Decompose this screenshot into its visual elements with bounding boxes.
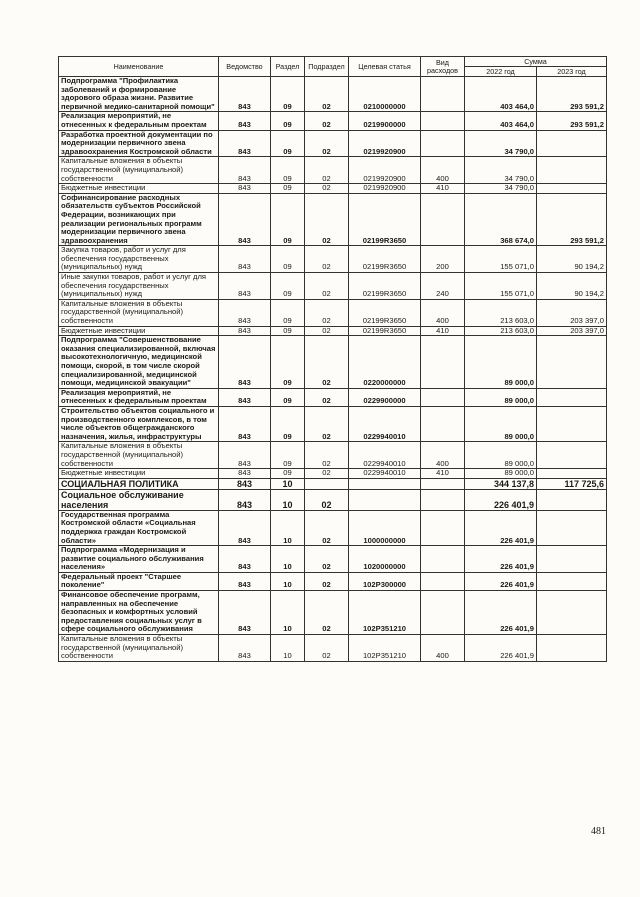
- row-section: 09: [271, 273, 305, 300]
- table-row: [59, 510, 607, 545]
- row-2023: [537, 469, 607, 479]
- budget-table: [58, 56, 607, 662]
- page-number: 481: [591, 826, 606, 837]
- row-2023: 293 591,2: [537, 193, 607, 246]
- table-row: [59, 572, 607, 590]
- row-target: 0229900000: [349, 388, 421, 406]
- row-expense-type: [421, 388, 465, 406]
- row-name: Федеральный проект "Старшее поколение": [59, 572, 219, 590]
- row-2022: 155 071,0: [465, 246, 537, 273]
- row-2022: 155 071,0: [465, 273, 537, 300]
- row-expense-type: 410: [421, 184, 465, 194]
- row-name: Реализация мероприятий, не отнесенных к федеральным проектам: [59, 112, 219, 130]
- row-dept: 843: [219, 157, 271, 184]
- header-dept: Ведомство: [219, 57, 271, 77]
- row-subsection: 02: [305, 130, 349, 157]
- row-target: 0229940010: [349, 442, 421, 469]
- row-target: 0219920900: [349, 157, 421, 184]
- header-2022: 2022 год: [465, 67, 537, 77]
- row-section: 09: [271, 157, 305, 184]
- row-dept: 843: [219, 388, 271, 406]
- table-row: [59, 591, 607, 635]
- row-dept: 843: [219, 184, 271, 194]
- row-subsection: 02: [305, 388, 349, 406]
- row-target: 0219900000: [349, 112, 421, 130]
- row-section: 09: [271, 130, 305, 157]
- table-row: [59, 112, 607, 130]
- row-subsection: 02: [305, 157, 349, 184]
- row-subsection: 02: [305, 635, 349, 662]
- row-subsection: 02: [305, 299, 349, 326]
- row-subsection: 02: [305, 326, 349, 336]
- row-dept: 843: [219, 489, 271, 510]
- row-subsection: 02: [305, 184, 349, 194]
- table-row: [59, 469, 607, 479]
- row-expense-type: [421, 489, 465, 510]
- row-section: 09: [271, 469, 305, 479]
- row-2022: 213 603,0: [465, 299, 537, 326]
- row-2023: 90 194,2: [537, 246, 607, 273]
- row-expense-type: 400: [421, 157, 465, 184]
- header-expense-type: Вид расходов: [421, 57, 465, 77]
- row-2022: 368 674,0: [465, 193, 537, 246]
- row-subsection: 02: [305, 489, 349, 510]
- row-name: Реализация мероприятий, не отнесенных к федеральным проектам: [59, 388, 219, 406]
- row-target: 102P351210: [349, 591, 421, 635]
- row-dept: 843: [219, 193, 271, 246]
- row-section: 10: [271, 546, 305, 573]
- row-name: Бюджетные инвестиции: [59, 184, 219, 194]
- row-expense-type: [421, 193, 465, 246]
- row-dept: 843: [219, 546, 271, 573]
- row-subsection: 02: [305, 510, 349, 545]
- row-target: 02199R3650: [349, 193, 421, 246]
- row-2022: 213 603,0: [465, 326, 537, 336]
- row-target: 02199R3650: [349, 326, 421, 336]
- row-target: 0229940010: [349, 469, 421, 479]
- table-row: [59, 489, 607, 510]
- row-2022: 226 401,9: [465, 489, 537, 510]
- row-name: Иные закупки товаров, работ и услуг для обеспечения государственных (муниципальных) нужд: [59, 273, 219, 300]
- row-name: Бюджетные инвестиции: [59, 469, 219, 479]
- table-row: [59, 246, 607, 273]
- row-expense-type: 400: [421, 299, 465, 326]
- row-name: Подпрограмма «Модернизация и развитие социального обслуживания населения»: [59, 546, 219, 573]
- table-row: [59, 406, 607, 441]
- row-section: 10: [271, 635, 305, 662]
- row-dept: 843: [219, 326, 271, 336]
- row-2022: 89 000,0: [465, 469, 537, 479]
- row-expense-type: 410: [421, 469, 465, 479]
- header-section: Раздел: [271, 57, 305, 77]
- table-row: [59, 157, 607, 184]
- row-subsection: 02: [305, 572, 349, 590]
- row-name: Строительство объектов социального и производственного комплексов, в том числе объектов общегражданского назначения, жилья, инфраструктуры: [59, 406, 219, 441]
- row-section: 10: [271, 489, 305, 510]
- row-target: 1000000000: [349, 510, 421, 545]
- row-subsection: 02: [305, 336, 349, 389]
- row-expense-type: [421, 510, 465, 545]
- row-2022: 34 790,0: [465, 157, 537, 184]
- row-section: 09: [271, 299, 305, 326]
- row-subsection: 02: [305, 77, 349, 112]
- row-name: Подпрограмма "Совершенствование оказания специализированной, включая высокотехнологичную, медицинской помощи, скорой, в том числе скорой специализированной, медицинской помощи, медицинской эвакуации": [59, 336, 219, 389]
- row-dept: 843: [219, 478, 271, 489]
- row-target: 0219920900: [349, 130, 421, 157]
- row-2023: 293 591,2: [537, 77, 607, 112]
- row-name: Закупка товаров, работ и услуг для обеспечения государственных (муниципальных) нужд: [59, 246, 219, 273]
- header-target: Целевая статья: [349, 57, 421, 77]
- table-row: [59, 299, 607, 326]
- row-2022: 226 401,9: [465, 572, 537, 590]
- row-target: 0220000000: [349, 336, 421, 389]
- row-expense-type: [421, 572, 465, 590]
- row-expense-type: [421, 591, 465, 635]
- row-subsection: 02: [305, 406, 349, 441]
- row-expense-type: [421, 77, 465, 112]
- row-expense-type: 400: [421, 635, 465, 662]
- row-name: Бюджетные инвестиции: [59, 326, 219, 336]
- row-expense-type: [421, 406, 465, 441]
- row-2022: 226 401,9: [465, 546, 537, 573]
- row-target: 102P351210: [349, 635, 421, 662]
- row-target: [349, 489, 421, 510]
- table-row: [59, 273, 607, 300]
- row-name: Софинансирование расходных обязательств субъектов Российской Федерации, возникающих при реализации региональных программ модернизации первичного звена здравоохранения: [59, 193, 219, 246]
- row-name: Капитальные вложения в объекты государственной (муниципальной) собственности: [59, 635, 219, 662]
- row-dept: 843: [219, 510, 271, 545]
- row-name: Государственная программа Костромской области «Социальная поддержка граждан Костромской области»: [59, 510, 219, 545]
- table-row: [59, 184, 607, 194]
- row-section: 09: [271, 246, 305, 273]
- row-expense-type: [421, 546, 465, 573]
- row-2022: 403 464,0: [465, 77, 537, 112]
- row-name: Разработка проектной документации по модернизации первичного звена здравоохранения Костромской области: [59, 130, 219, 157]
- row-subsection: 02: [305, 591, 349, 635]
- row-dept: 843: [219, 130, 271, 157]
- row-name: Капитальные вложения в объекты государственной (муниципальной) собственности: [59, 299, 219, 326]
- row-2023: [537, 130, 607, 157]
- row-2022: 226 401,9: [465, 510, 537, 545]
- row-2022: 89 000,0: [465, 336, 537, 389]
- row-section: 10: [271, 478, 305, 489]
- row-2022: 226 401,9: [465, 591, 537, 635]
- table-row: [59, 442, 607, 469]
- header-name: Наименование: [59, 57, 219, 77]
- row-target: [349, 478, 421, 489]
- row-target: 0210000000: [349, 77, 421, 112]
- row-target: 0229940010: [349, 406, 421, 441]
- row-2023: [537, 157, 607, 184]
- row-section: 10: [271, 591, 305, 635]
- row-2023: 90 194,2: [537, 273, 607, 300]
- row-expense-type: 240: [421, 273, 465, 300]
- row-dept: 843: [219, 591, 271, 635]
- row-section: 09: [271, 112, 305, 130]
- row-2023: 203 397,0: [537, 299, 607, 326]
- row-2023: [537, 184, 607, 194]
- row-dept: 843: [219, 299, 271, 326]
- row-target: 1020000000: [349, 546, 421, 573]
- row-2023: [537, 336, 607, 389]
- row-name: Финансовое обеспечение программ, направленных на обеспечение безопасных и комфортных условий предоставления социальных услуг в сфере социального обслуживания: [59, 591, 219, 635]
- row-2022: 89 000,0: [465, 388, 537, 406]
- row-2023: [537, 489, 607, 510]
- row-subsection: [305, 478, 349, 489]
- row-section: 10: [271, 510, 305, 545]
- row-subsection: 02: [305, 193, 349, 246]
- row-target: 0219920900: [349, 184, 421, 194]
- row-target: 102P300000: [349, 572, 421, 590]
- table-row: [59, 193, 607, 246]
- row-section: 09: [271, 442, 305, 469]
- row-target: 02199R3650: [349, 299, 421, 326]
- row-dept: 843: [219, 273, 271, 300]
- header-sum: Сумма: [465, 57, 607, 67]
- row-dept: 843: [219, 246, 271, 273]
- row-subsection: 02: [305, 246, 349, 273]
- row-expense-type: 410: [421, 326, 465, 336]
- row-2023: [537, 546, 607, 573]
- row-section: 10: [271, 572, 305, 590]
- row-target: 02199R3650: [349, 246, 421, 273]
- row-subsection: 02: [305, 442, 349, 469]
- table-row: [59, 478, 607, 489]
- row-name: Социальное обслуживание населения: [59, 489, 219, 510]
- table-row: [59, 388, 607, 406]
- row-subsection: 02: [305, 469, 349, 479]
- row-2023: [537, 635, 607, 662]
- row-section: 09: [271, 336, 305, 389]
- table-row: [59, 326, 607, 336]
- row-section: 09: [271, 77, 305, 112]
- row-2022: 403 464,0: [465, 112, 537, 130]
- row-2023: 117 725,6: [537, 478, 607, 489]
- row-2022: 34 790,0: [465, 130, 537, 157]
- row-expense-type: [421, 130, 465, 157]
- row-subsection: 02: [305, 112, 349, 130]
- row-2023: [537, 442, 607, 469]
- table-row: [59, 546, 607, 573]
- row-2022: 89 000,0: [465, 442, 537, 469]
- row-dept: 843: [219, 336, 271, 389]
- row-dept: 843: [219, 469, 271, 479]
- row-section: 09: [271, 326, 305, 336]
- row-2022: 34 790,0: [465, 184, 537, 194]
- table-row: [59, 635, 607, 662]
- row-target: 02199R3650: [349, 273, 421, 300]
- row-2023: [537, 572, 607, 590]
- row-2022: 226 401,9: [465, 635, 537, 662]
- row-dept: 843: [219, 406, 271, 441]
- budget-table-sheet: [58, 56, 606, 662]
- row-2023: [537, 406, 607, 441]
- header-2023: 2023 год: [537, 67, 607, 77]
- row-2023: [537, 591, 607, 635]
- row-dept: 843: [219, 635, 271, 662]
- row-name: СОЦИАЛЬНАЯ ПОЛИТИКА: [59, 478, 219, 489]
- row-section: 09: [271, 184, 305, 194]
- row-2023: [537, 510, 607, 545]
- row-expense-type: [421, 478, 465, 489]
- row-2023: 203 397,0: [537, 326, 607, 336]
- row-subsection: 02: [305, 273, 349, 300]
- row-name: Капитальные вложения в объекты государственной (муниципальной) собственности: [59, 442, 219, 469]
- row-expense-type: 400: [421, 442, 465, 469]
- row-2022: 344 137,8: [465, 478, 537, 489]
- row-2022: 89 000,0: [465, 406, 537, 441]
- row-dept: 843: [219, 442, 271, 469]
- row-2023: [537, 388, 607, 406]
- row-subsection: 02: [305, 546, 349, 573]
- row-expense-type: 200: [421, 246, 465, 273]
- row-2023: 293 591,2: [537, 112, 607, 130]
- row-dept: 843: [219, 572, 271, 590]
- table-row: [59, 336, 607, 389]
- row-section: 09: [271, 406, 305, 441]
- row-name: Капитальные вложения в объекты государственной (муниципальной) собственности: [59, 157, 219, 184]
- row-expense-type: [421, 336, 465, 389]
- table-row: [59, 77, 607, 112]
- row-dept: 843: [219, 112, 271, 130]
- table-row: [59, 130, 607, 157]
- header-subsection: Подраздел: [305, 57, 349, 77]
- row-expense-type: [421, 112, 465, 130]
- row-section: 09: [271, 388, 305, 406]
- row-name: Подпрограмма "Профилактика заболеваний и формирование здорового образа жизни. Развитие первичной медико-санитарной помощи": [59, 77, 219, 112]
- row-section: 09: [271, 193, 305, 246]
- row-dept: 843: [219, 77, 271, 112]
